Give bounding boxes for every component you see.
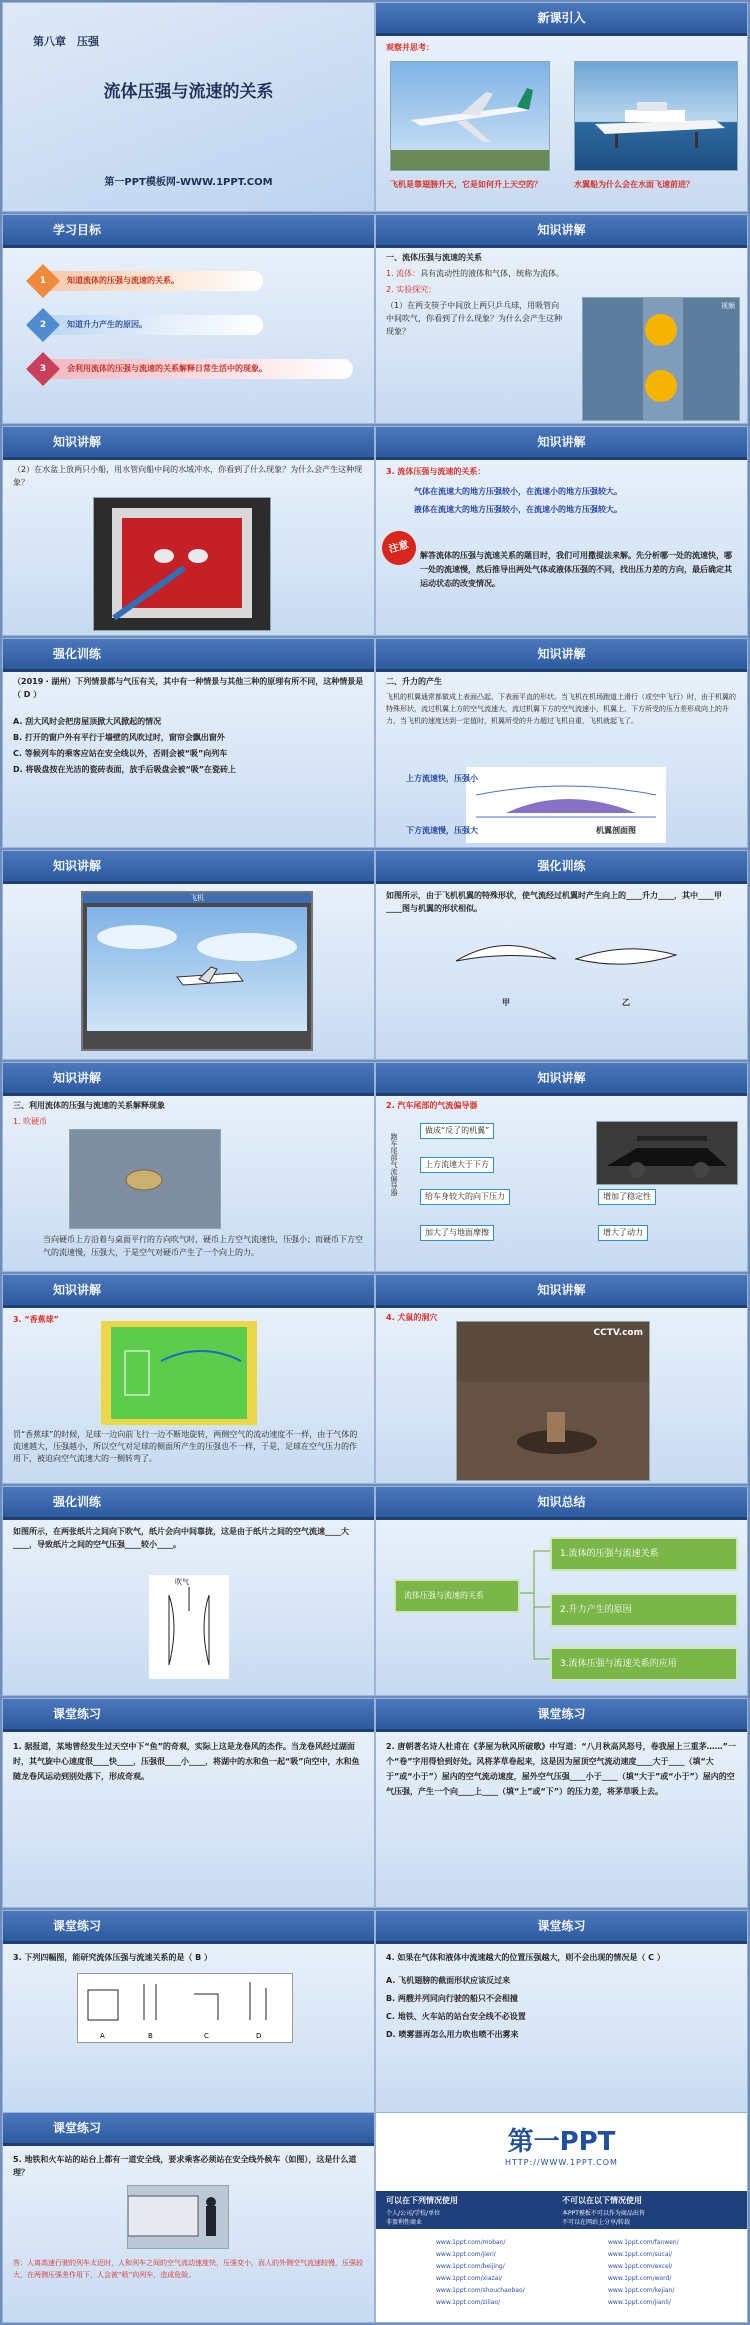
wing-shapes <box>446 931 686 987</box>
link-9[interactable]: www.1ppt.com/excel/ <box>608 2263 673 2270</box>
slide-8-lift[interactable] <box>375 638 748 848</box>
slide-16-summary[interactable] <box>375 1486 748 1696</box>
option-d: D. 喷雾器再怎么用力吹也喷不出雾来 <box>386 2030 519 2039</box>
summary-center: 流体压强与流速的关系 <box>394 1579 520 1613</box>
prairie-dog-video[interactable] <box>456 1321 650 1481</box>
slide-13-banana-ball[interactable] <box>2 1274 375 1484</box>
ping-pong-video[interactable] <box>582 297 740 421</box>
allowed-item-2: 非盈利性商业 <box>386 2219 423 2226</box>
link-2[interactable]: www.1ppt.com/jieri/ <box>436 2251 496 2258</box>
question-2: 水翼船为什么会在水面飞速前进？ <box>574 180 694 189</box>
boat-experiment-text: （2）在水盆上放两只小船，用水管向船中间的水域冲水，你看到了什么现象？为什么会产生这种现象？ <box>13 465 363 487</box>
lift-text: 飞机的机翼通常都做成上表面凸起、下表面平直的形状。当飞机在机场跑道上滑行（或空中飞行）时，由于机翼的特殊形状，流过机翼上方的空气流速大，流过机翼下方的空气流速小，机翼上、下方所受的压力差形成向上的升力，当飞机的速度达到一定值时，机翼所受的升力超过飞机自重，飞机就起飞了。 <box>386 693 736 725</box>
practice-question-1: 1. 据报道，某地曾经发生过天空中下“鱼”的奇观，实际上这是龙卷风的杰作。当龙卷风经过湖面时，其气旋中心速度很____快____，压强很____小____，将湖中的水和鱼一起“吸”向空中，水和鱼随龙卷风运动到别处落下，形成奇观。 <box>13 1742 360 1781</box>
site-name: 第一PPT模板网-WWW.1PPT.COM <box>104 177 273 188</box>
option-d: D. 将吸盘按在光洁的瓷砖表面，放手后吸盘会被“吸”在瓷砖上 <box>13 765 236 774</box>
train-platform-photo <box>127 2185 229 2249</box>
slide-6-relation[interactable] <box>375 426 748 636</box>
slide-12-spoiler[interactable] <box>375 1062 748 1272</box>
section-heading: 一、流体压强与流速的关系 <box>386 253 482 262</box>
chapter-label: 第八章 压强 <box>33 35 99 48</box>
link-5[interactable]: www.1ppt.com/shouchaobao/ <box>436 2287 525 2294</box>
option-c: C. 等候列车的乘客应站在安全线以外，否则会被“吸”向列车 <box>13 749 228 758</box>
coin-explanation: 当向硬币上方沿着与桌面平行的方向吹气时，硬币上方空气流速快，压强小；而硬币下方空气的流速慢，压强大，于是空气对硬币产生了一个向上的力。 <box>43 1235 363 1257</box>
animation-window[interactable] <box>81 891 313 1051</box>
allowed-title: 可以在下列情况使用 <box>386 2196 458 2205</box>
tv-logo: CCTV.com <box>593 1328 643 1338</box>
fig-label-c: C <box>204 2032 209 2040</box>
slide-17-practice[interactable] <box>2 1698 375 1908</box>
link-3[interactable]: www.1ppt.com/beijing/ <box>436 2263 505 2270</box>
upper-label: 上方流速快，压强小 <box>406 774 478 783</box>
fig-label-a: A <box>100 2032 105 2040</box>
slide-header: 知识讲解 <box>537 435 586 449</box>
summary-connectors <box>520 1541 550 1671</box>
option-c: C. 地铁、火车站的站台安全线不必设置 <box>386 2012 526 2021</box>
link-8[interactable]: www.1ppt.com/sucai/ <box>608 2251 673 2258</box>
sports-car-photo <box>596 1121 738 1185</box>
slide-10-exercise[interactable] <box>375 850 748 1060</box>
wing-caption: 机翼剖面图 <box>596 826 636 835</box>
fluid-definition: 1. 流体：具有流动性的液体和气体，统称为流体。 <box>386 269 565 278</box>
slide-18-practice[interactable] <box>375 1698 748 1908</box>
wing-diagram <box>466 767 666 843</box>
fig-label-b: B <box>148 2032 153 2040</box>
boat-basin-photo <box>93 497 271 631</box>
sub-heading: 3. “香蕉球” <box>13 1315 59 1324</box>
slide-19-practice[interactable] <box>2 1910 375 2120</box>
slide-5-knowledge[interactable] <box>2 426 375 636</box>
hydrofoil-photo <box>574 61 738 171</box>
window-title: 飞机 <box>83 893 311 903</box>
practice-options <box>386 1973 737 2045</box>
slide-4-knowledge[interactable] <box>375 214 748 424</box>
objective-2: 2 知道升力产生的原因。 <box>33 315 263 335</box>
flow-step-3: 给车身较大的向下压力 <box>420 1189 510 1205</box>
slide-header: 知识讲解 <box>53 859 102 873</box>
soccer-field-image <box>101 1321 257 1425</box>
link-6[interactable]: www.1ppt.com/ziliao/ <box>436 2299 501 2306</box>
sub-heading: 2. 汽车尾部的气流偏导器 <box>386 1101 478 1110</box>
slide-header: 知识讲解 <box>537 223 586 237</box>
sub-heading: 1. 吹硬币 <box>13 1117 48 1126</box>
label-b: 乙 <box>622 998 630 1007</box>
side-label: 跑车尾部气流偏导器 <box>390 1133 398 1196</box>
question-1: 飞机是靠翅膀升天，它是如何升上天空的？ <box>390 180 542 189</box>
lift-heading: 二、升力的产生 <box>386 677 442 686</box>
slide-9-animation[interactable] <box>2 850 375 1060</box>
slide-header: 课堂练习 <box>537 1707 586 1721</box>
slide-title: 流体压强与流速的关系 <box>103 82 274 102</box>
slide-20-practice[interactable] <box>375 1910 748 2120</box>
paper-figure <box>149 1575 229 1679</box>
liquid-relation: 液体在流速大的地方压强较小，在流速小的地方压强较大。 <box>414 505 622 514</box>
practice-question-2: 2. 唐朝著名诗人杜甫在《茅屋为秋风所破歌》中写道：“八月秋高风怒号，卷我屋上三重茅……”一个“卷”字用得恰到好处。风将茅草卷起来，这是因为屋顶空气流动速度____大于____（填“大于”或“小于”）屋内的空气流动速度，屋外空气压强____小于____（填“大于”或“小于”）屋内的空气压强，产生一个向____上____（填“上”或“下”）的压力差，将茅草吸上去。 <box>386 1742 736 1796</box>
restricted-item-1: 本PPT模板不可以作为商品出售 <box>562 2210 645 2217</box>
link-11[interactable]: www.1ppt.com/kejian/ <box>608 2287 675 2294</box>
option-a: A. 飞机翅膀的截面形状应该反过来 <box>386 1976 511 1985</box>
slide-7-exercise[interactable] <box>2 638 375 848</box>
summary-item-3: 3.流体压强与流速关系的应用 <box>550 1647 738 1681</box>
slide-21-practice[interactable] <box>2 2112 375 2323</box>
restricted-item-2: 不可以在网站上分享/转载 <box>562 2219 631 2226</box>
blow-label: 吹气 <box>175 1578 189 1586</box>
slide-14-burrow[interactable] <box>375 1274 748 1484</box>
slide-header: 学习目标 <box>53 223 102 237</box>
summary-item-2: 2.升力产生的原因 <box>550 1593 738 1627</box>
sub-heading: 4. 犬鼠的洞穴 <box>386 1313 438 1322</box>
link-1[interactable]: www.1ppt.com/moban/ <box>436 2239 506 2246</box>
option-b: B. 两艘并列同向行驶的船只不会相撞 <box>386 1994 518 2003</box>
slide-header: 知识讲解 <box>53 1283 102 1297</box>
note-text: 解答流体的压强与流速关系的题目时，我们可用撒提法来解。先分析哪一处的流速快，哪一处的流速慢，然后推导出两处气体或液体压强的不同，找出压力差的方向，最后确定其运动状态的改变情况。 <box>420 551 732 588</box>
slide-header: 新课引入 <box>537 11 586 25</box>
summary-item-1: 1.流体的压强与流速关系 <box>550 1537 738 1571</box>
link-7[interactable]: www.1ppt.com/fanwen/ <box>608 2239 679 2246</box>
slide-15-exercise[interactable] <box>2 1486 375 1696</box>
slide-header: 知识讲解 <box>53 1071 102 1085</box>
gas-relation: 气体在流速大的地方压强较小，在流速小的地方压强较大。 <box>414 487 622 496</box>
slide-header: 知识讲解 <box>537 1071 586 1085</box>
flow-step-4: 加大了与地面摩擦 <box>420 1225 494 1241</box>
slide-2-intro[interactable] <box>375 2 748 212</box>
objective-1: 1 知道流体的压强与流速的关系。 <box>33 271 263 291</box>
flow-step-1: 做成“反了的机翼” <box>420 1123 494 1139</box>
exercise-question: （2019・湖州）下列情景都与气压有关，其中有一种情景与其他三种的原理有所不同，这种情景是（ D ） <box>13 677 364 699</box>
lower-label: 下方流速慢，压强大 <box>406 826 478 835</box>
flow-result-2: 增大了动力 <box>598 1225 648 1241</box>
label-a: 甲 <box>502 998 510 1007</box>
slide-11-coin[interactable] <box>2 1062 375 1272</box>
slide-header: 知识讲解 <box>537 647 586 661</box>
exercise-question: 如图所示，由于飞机机翼的特殊形状，使气流经过机翼时产生向上的____升力____，其中____甲____图与机翼的形状相似。 <box>386 891 722 913</box>
practice-question-4: 4. 如果在气体和液体中流速越大的位置压强越大，则不会出现的情况是（ C ） <box>386 1953 665 1962</box>
slide-header: 知识总结 <box>537 1495 586 1509</box>
section-heading: 三、利用流体的压强与流速的关系解释现象 <box>13 1101 165 1110</box>
flow-step-2: 上方流速大于下方 <box>420 1157 494 1173</box>
link-12[interactable]: www.1ppt.com/jianli/ <box>608 2299 671 2306</box>
link-4[interactable]: www.1ppt.com/xiazai/ <box>436 2275 503 2282</box>
coin-photo <box>69 1129 221 1229</box>
practice-question-3: 3. 下列四幅图，能研究流体压强与流速关系的是（ B ） <box>13 1953 213 1962</box>
relation-heading: 3. 流体压强与流速的关系： <box>386 467 486 476</box>
slide-header: 课堂练习 <box>53 1919 102 1933</box>
slide-1-title[interactable] <box>2 2 375 212</box>
objective-3: 3 会利用流体的压强与流速的关系解释日常生活中的现象。 <box>33 359 353 379</box>
slide-header: 强化训练 <box>537 859 586 873</box>
four-apparatus-figure <box>77 1973 293 2043</box>
slide-3-objectives[interactable] <box>2 214 375 424</box>
allowed-item-1: 个人/公司/学校/单位 <box>386 2210 441 2217</box>
slide-header: 课堂练习 <box>53 2121 102 2135</box>
note-badge: 注意 <box>378 527 420 569</box>
experiment-text: （1）在两支筷子中间放上两只乒乓球，用吸管向中间吹气，你看到了什么现象？为什么会产生这种现象？ <box>386 301 562 336</box>
flow-result-1: 增加了稳定性 <box>598 1189 656 1205</box>
fig-label-d: D <box>256 2032 262 2040</box>
video-tag: 视频 <box>721 302 735 310</box>
slide-header: 知识讲解 <box>537 1283 586 1297</box>
slide-22-credits[interactable] <box>375 2112 748 2323</box>
practice-question-5: 5. 地铁和火车站的站台上都有一道安全线，要求乘客必须站在安全线外候车（如图），这是什么道理？ <box>13 2155 357 2177</box>
option-b: B. 打开的窗户外有平行于墙壁的风吹过时，窗帘会飘出窗外 <box>13 733 225 742</box>
slide-header: 强化训练 <box>53 1495 102 1509</box>
usage-panel <box>376 2191 747 2229</box>
prompt-text: 观察并思考： <box>386 43 434 52</box>
restricted-title: 不可以在以下情况使用 <box>562 2196 642 2205</box>
banana-ball-text: 罚“香蕉球”的时候，足球一边向前飞行一边不断地旋转，两侧空气的流动速度不一样，由于气体的流速越大，压强越小，所以空气对足球的侧面所产生的压强也不一样，于是，足球在空气压力的作用下，被迫向空气流速大的一侧转弯了。 <box>13 1430 358 1463</box>
slide-header: 强化训练 <box>53 647 102 661</box>
link-10[interactable]: www.1ppt.com/word/ <box>608 2275 672 2282</box>
practice-answer-5: 答：人离高速行驶的列车太近时，人和列车之间的空气流动速度快，压强变小，而人的外侧空气流速较慢，压强较大，在两侧压强差作用下，人会被“吸”向列车，造成危险。 <box>13 2259 363 2279</box>
exercise-question: 如图所示，在两张纸片之间向下吹气，纸片会向中间靠拢，这是由于纸片之间的空气流速____大____，导致纸片之间的空气压强____较小____。 <box>13 1527 349 1549</box>
experiment-label: 2. 实验探究： <box>386 285 437 294</box>
slide-header: 课堂练习 <box>53 1707 102 1721</box>
option-a: A. 刮大风时会把房屋顶掀大风掀起的情况 <box>13 717 162 726</box>
slide-header: 课堂练习 <box>537 1919 586 1933</box>
brand-logo: 第一PPT HTTP://WWW.1PPT.COM <box>505 2127 618 2167</box>
exercise-options <box>13 715 364 779</box>
airplane-photo <box>390 61 550 171</box>
slide-header: 知识讲解 <box>53 435 102 449</box>
